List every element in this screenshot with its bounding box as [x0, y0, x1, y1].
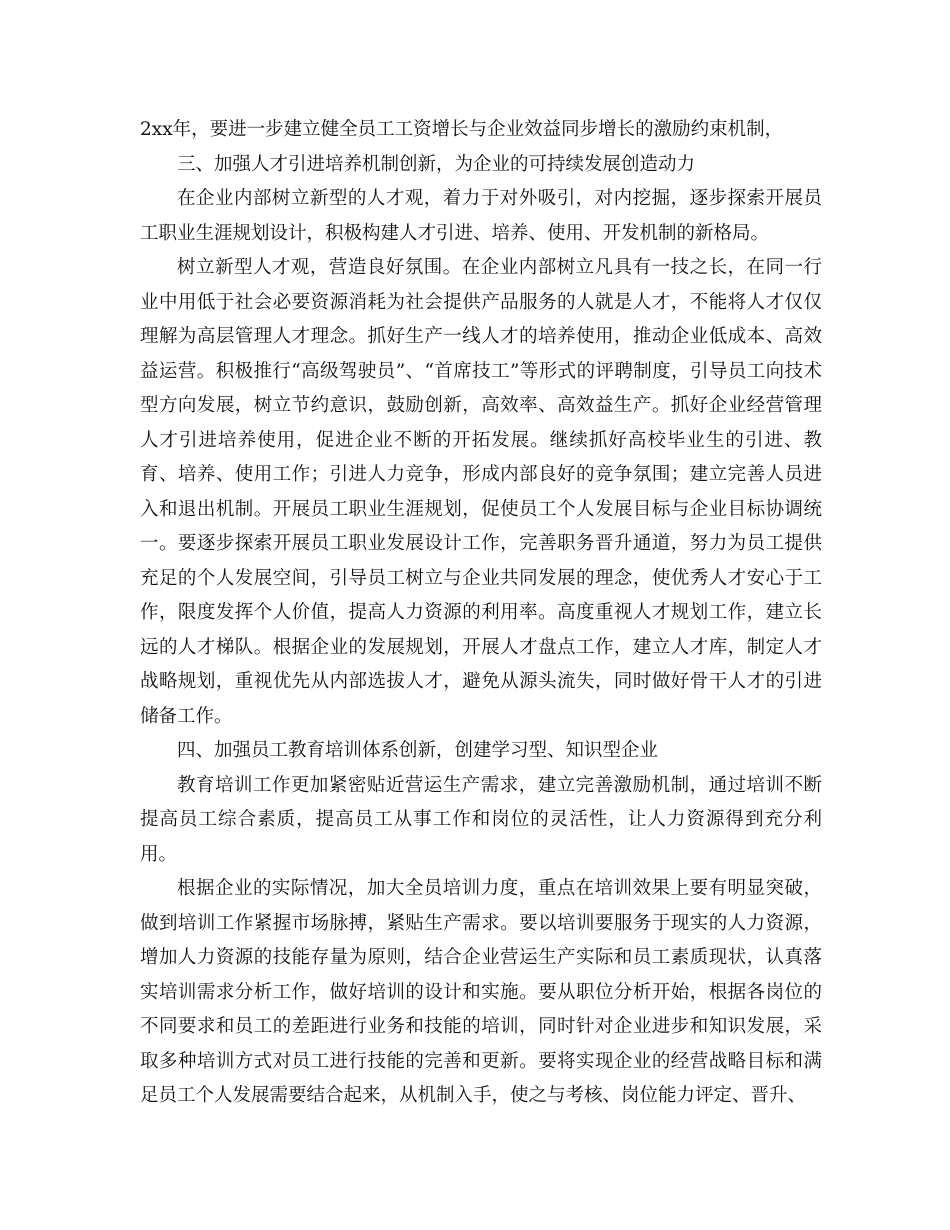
section-heading-three: 三、加强人才引进培养机制创新，为企业的可持续发展创造动力 — [177, 153, 696, 175]
section-heading-four: 四、加强员工教育培训体系创新，创建学习型、知识型企业 — [177, 740, 659, 761]
paragraph-talent-concept: 树立新型人才观，营造良好氛围。在企业内部树立凡具有一技之长，在同一行业中用低于社会必要资源消耗为社会提供产品服务的人就是人才，不能将人才仅仅理解为高层管理人才理念。抓好生产一线人才的培养使用，推动企业低成本、高效益运营。积极推行“高级驾驶员”、“首席技工”等形式的评聘制度，引导员工向技术型方向发展，树立节约意识，鼓励创新，高效率、高效益生产。抓好企业经营管理人才引进培养使用，促进企业不断的开拓发展。继续抓好高校毕业生的引进、教育、培养、使用工作；引进人力竞争，形成内部良好的竞争氛围；建立完善人员进入和退出机制。开展员工职业生涯规划，促使员工个人发展目标与企业目标协调统一。要逐步探索开展员工职业发展设计工作，完善职务晋升通道，努力为员工提供充足的个人发展空间，引导员工树立与企业共同发展的理念，使优秀人才安心于工作，限度发挥个人价值，提高人力资源的利用率。高度重视人才规划工作，建立长远的人才梯队。根据企业的发展规划，开展人才盘点工作，建立人才库，制定人才战略规划，重视优先从内部选拔人才，避免从源头流失，同时做好骨干人才的引进储备工作。 — [140, 257, 822, 727]
paragraph-training-intro: 教育培训工作更加紧密贴近营运生产需求，建立完善激励机制，通过培训不断提高员工综合素质，提高员工从事工作和岗位的灵活性，让人力资源得到充分利用。 — [140, 774, 822, 865]
document-body — [140, 113, 822, 1114]
paragraph-training-detail: 根据企业的实际情况，加大全员培训力度，重点在培训效果上要有明显突破，做到培训工作紧握市场脉搏，紧贴生产需求。要以培训要服务于现实的人力资源，增加人力资源的技能存量为原则，结合企业营运生产实际和员工素质现状，认真落实培训需求分析工作，做好培训的设计和实施。要从职位分析开始，根据各岗位的不同要求和员工的差距进行业务和技能的培训，同时针对企业进步和知识发展，采取多种培训方式对员工进行技能的完善和更新。要将实现企业的经营战略目标和满足员工个人发展需要结合起来，从机制入手，使之与考核、岗位能力评定、晋升、 — [140, 878, 822, 1106]
paragraph-continuation: 2xx年，要进一步建立健全员工工资增长与企业效益同步增长的激励约束机制， — [140, 119, 784, 140]
paragraph-talent-intro: 在企业内部树立新型的人才观，着力于对外吸引，对内挖掘，逐步探索开展员工职业生涯规划设计，积极构建人才引进、培养、使用、开发机制的新格局。 — [140, 188, 822, 244]
